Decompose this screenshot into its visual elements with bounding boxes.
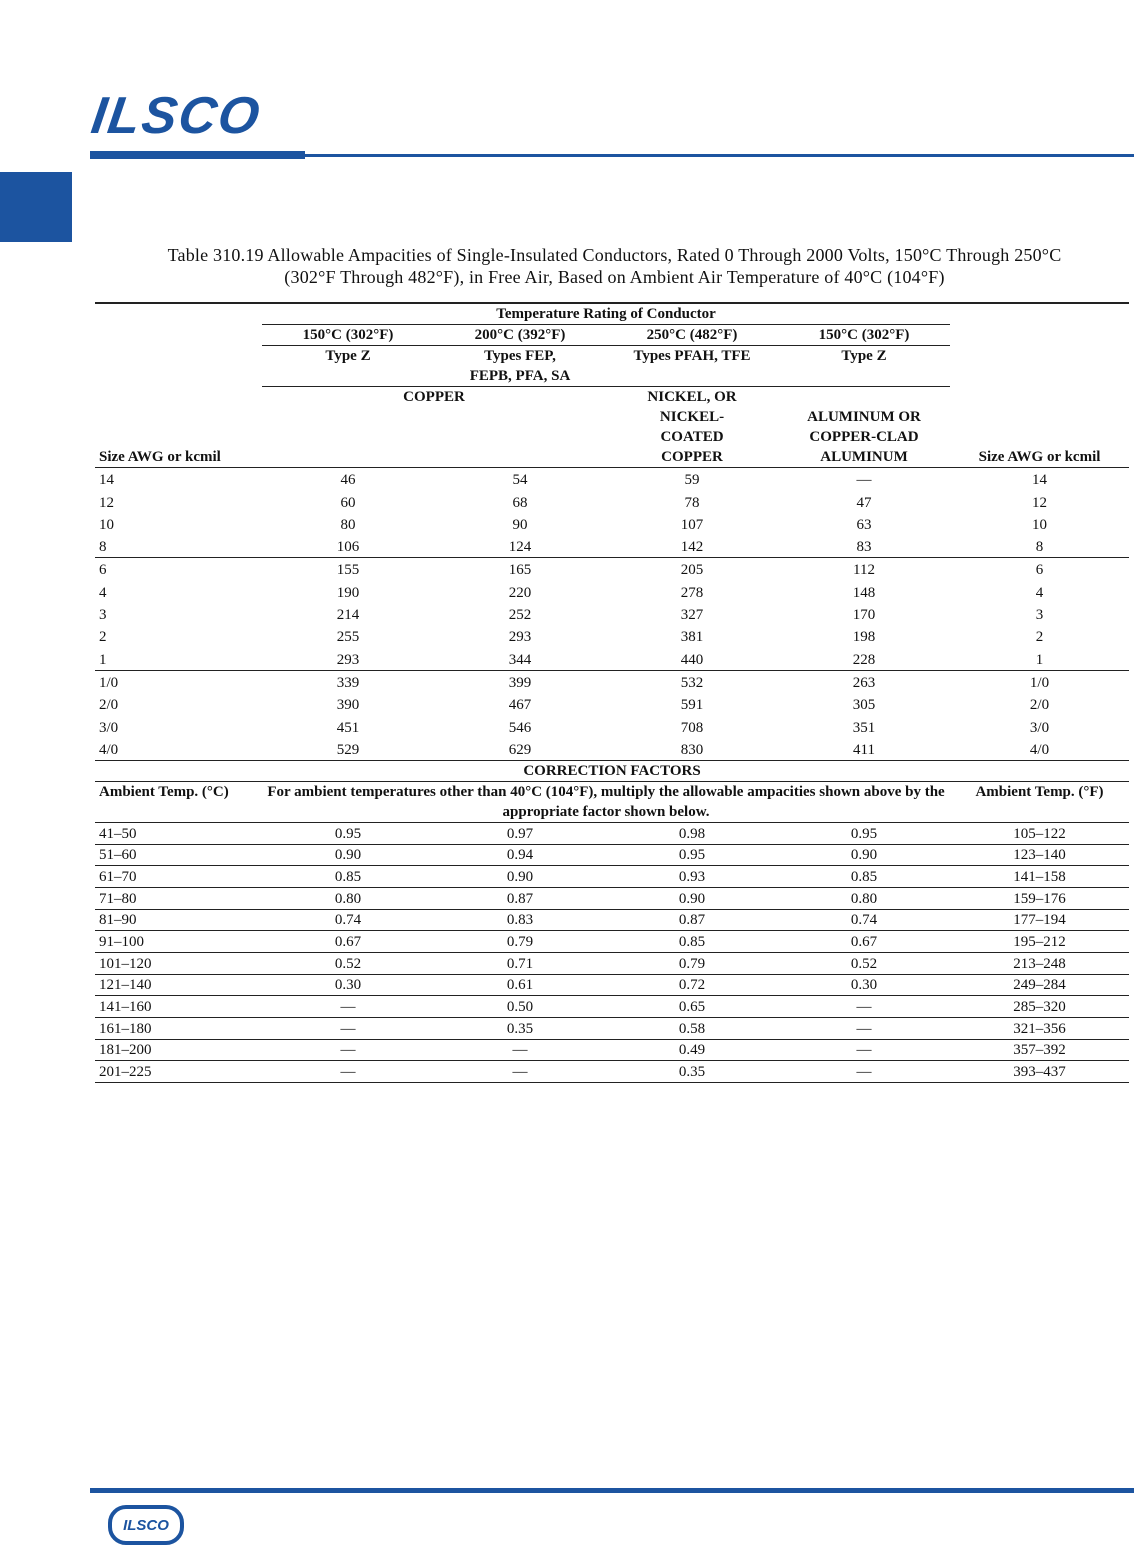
size-cell-right: 3 [1035, 607, 1044, 624]
table-row [95, 625, 1129, 647]
correction-note: For ambient temperatures other than 40°C (104°F), multiply the allowable ampacities shown above by the appropriate factor shown below. [262, 781, 950, 822]
table-row [95, 558, 1129, 581]
factor-cell: 0.35 [434, 1018, 606, 1040]
factor-cell: 0.85 [262, 866, 434, 888]
ambient-c-cell: 61–70 [95, 866, 262, 888]
ampacity-cell: 68 [512, 494, 528, 511]
ambient-f-cell: 177–194 [950, 909, 1129, 931]
correction-row [95, 931, 1129, 953]
correction-row [95, 866, 1129, 888]
ampacity-table-wrapper [95, 302, 1129, 1083]
ampacity-cell: 411 [778, 738, 950, 761]
size-cell-right: 10 [1032, 516, 1048, 533]
table-row [95, 647, 1129, 670]
ilsco-logo: ILSCO [87, 87, 265, 145]
ampacity-cell: 263 [852, 674, 876, 691]
ambient-c-cell: 91–100 [95, 931, 262, 953]
size-cell-right: 4/0 [950, 738, 1129, 761]
factor-cell: — [778, 1061, 950, 1083]
factor-cell: 0.67 [262, 931, 434, 953]
ambient-f-cell: 249–284 [950, 974, 1129, 996]
ampacity-cell: 142 [606, 535, 778, 558]
ambient-c-cell: 81–90 [95, 909, 262, 931]
factor-cell: — [262, 1039, 434, 1061]
size-label-right: Size AWG or kcmil [950, 387, 1129, 468]
ambient-c-cell: 101–120 [95, 952, 262, 974]
ambient-c-cell: 201–225 [95, 1061, 262, 1083]
correction-row [95, 822, 1129, 844]
table-row [95, 535, 1129, 558]
factor-cell: — [262, 1018, 434, 1040]
correction-row [95, 1061, 1129, 1083]
size-cell: 3 [99, 607, 107, 624]
correction-row [95, 1039, 1129, 1061]
ampacity-cell: 220 [508, 584, 532, 601]
factor-cell: 0.90 [778, 844, 950, 866]
size-cell: 4/0 [95, 738, 262, 761]
ampacity-cell: 467 [508, 697, 532, 714]
ambient-f-cell: 159–176 [950, 887, 1129, 909]
ampacity-cell: 830 [606, 738, 778, 761]
ampacity-cell: 390 [336, 697, 360, 714]
ambient-f-cell: 195–212 [950, 931, 1129, 953]
size-cell: 10 [99, 516, 114, 533]
ambient-c-cell: 121–140 [95, 974, 262, 996]
size-cell: 6 [99, 562, 107, 579]
ampacity-cell: — [856, 472, 872, 489]
factor-cell: 0.90 [434, 866, 606, 888]
factor-cell: 0.80 [262, 887, 434, 909]
ampacity-cell: 47 [856, 494, 872, 511]
size-cell: 1 [95, 647, 262, 670]
factor-cell: — [434, 1039, 606, 1061]
size-cell: 2/0 [99, 697, 119, 714]
ampacity-cell: 198 [852, 629, 876, 646]
factor-cell: 0.79 [606, 952, 778, 974]
ampacity-cell: 381 [680, 629, 704, 646]
factor-cell: 0.94 [434, 844, 606, 866]
size-cell-right: 3/0 [1029, 719, 1050, 736]
factor-cell: 0.83 [434, 909, 606, 931]
ampacity-cell: 440 [606, 647, 778, 670]
size-cell-right: 6 [1035, 562, 1044, 579]
factor-cell: — [778, 1039, 950, 1061]
ambient-c-cell: 41–50 [95, 822, 262, 844]
size-cell-right: 2 [1035, 629, 1044, 646]
factor-cell: 0.95 [606, 844, 778, 866]
type-col-1: Type Z [262, 346, 434, 387]
size-cell: 1/0 [99, 674, 119, 691]
correction-row [95, 996, 1129, 1018]
ampacity-cell: 339 [336, 674, 360, 691]
correction-row [95, 952, 1129, 974]
ampacity-cell: 148 [852, 584, 876, 601]
ambient-c-cell: 71–80 [95, 887, 262, 909]
material-aluminum: ALUMINUM OR COPPER-CLAD ALUMINUM [778, 387, 950, 468]
ampacity-cell: 708 [680, 719, 704, 736]
factor-cell: 0.35 [606, 1061, 778, 1083]
table-row [95, 693, 1129, 715]
header-rule-thin [305, 154, 1134, 157]
type-col-2: Types FEP, FEPB, PFA, SA [434, 346, 606, 387]
ampacity-cell: 228 [778, 647, 950, 670]
ampacity-cell: 46 [340, 472, 356, 489]
factor-cell: 0.52 [262, 952, 434, 974]
ambient-f-cell: 123–140 [950, 844, 1129, 866]
size-cell: 4 [99, 584, 107, 601]
size-cell: 12 [99, 494, 114, 511]
rating-col-3: 250°C (482°F) [606, 325, 778, 346]
size-cell-right: 4 [1035, 584, 1044, 601]
factor-cell: 0.85 [606, 931, 778, 953]
header-rule-thick [90, 151, 305, 159]
ambient-f-cell: 357–392 [950, 1039, 1129, 1061]
ampacity-table [95, 302, 1129, 1083]
size-label-left: Size AWG or kcmil [95, 387, 262, 468]
factor-cell: 0.90 [262, 844, 434, 866]
size-cell: 3/0 [99, 719, 119, 736]
factor-cell: 0.52 [778, 952, 950, 974]
correction-row [95, 844, 1129, 866]
table-row [95, 513, 1129, 535]
type-col-4: Type Z [778, 346, 950, 387]
type-col-3: Types PFAH, TFE [606, 346, 778, 387]
footer-rule [90, 1488, 1134, 1493]
ampacity-cell: 591 [680, 697, 704, 714]
ampacity-cell: 546 [508, 719, 532, 736]
factor-cell: 0.98 [606, 822, 778, 844]
ampacity-cell: 629 [434, 738, 606, 761]
table-row [95, 738, 1129, 761]
factor-cell: 0.65 [606, 996, 778, 1018]
ampacity-cell: 78 [684, 494, 700, 511]
factor-cell: 0.72 [606, 974, 778, 996]
table-row [95, 580, 1129, 602]
factor-cell: 0.71 [434, 952, 606, 974]
ampacity-cell: 190 [336, 584, 360, 601]
correction-row [95, 974, 1129, 996]
table-title-line1: Table 310.19 Allowable Ampacities of Single-Insulated Conductors, Rated 0 Through 2000 Volts, 150°C Through 250°C [167, 245, 1062, 265]
material-copper: COPPER [262, 387, 606, 468]
ampacity-cell: 59 [684, 472, 700, 489]
ampacity-cell: 165 [508, 562, 532, 579]
factor-cell: 0.58 [606, 1018, 778, 1040]
ambient-f-cell: 213–248 [950, 952, 1129, 974]
ampacity-cell: 90 [512, 516, 528, 533]
ampacity-cell: 351 [852, 719, 876, 736]
ampacity-cell: 327 [680, 607, 704, 624]
table-header [95, 303, 1129, 468]
ampacity-cell: 112 [853, 562, 875, 579]
size-cell-right: 8 [950, 535, 1129, 558]
factor-cell: 0.85 [778, 866, 950, 888]
ambient-f-cell: 393–437 [950, 1061, 1129, 1083]
table-row [95, 468, 1129, 491]
size-cell-right: 1 [950, 647, 1129, 670]
size-cell-right: 12 [1032, 494, 1048, 511]
correction-heading: CORRECTION FACTORS [95, 760, 1129, 781]
correction-row [95, 887, 1129, 909]
ampacity-cell: 63 [856, 516, 872, 533]
ampacity-cell: 293 [262, 647, 434, 670]
table-row [95, 490, 1129, 512]
factor-cell: 0.79 [434, 931, 606, 953]
ambient-f-cell: 285–320 [950, 996, 1129, 1018]
factor-cell: 0.95 [778, 822, 950, 844]
factor-cell: — [434, 1061, 606, 1083]
factor-cell: — [262, 1061, 434, 1083]
ampacity-cell: 529 [262, 738, 434, 761]
table-row [95, 715, 1129, 737]
factor-cell: 0.90 [606, 887, 778, 909]
factor-cell: 0.67 [778, 931, 950, 953]
ampacity-cell: 54 [512, 472, 528, 489]
rating-col-1: 150°C (302°F) [262, 325, 434, 346]
correction-body [95, 822, 1129, 1082]
table-row [95, 603, 1129, 625]
ampacity-cell: 344 [434, 647, 606, 670]
ambient-c-cell: 161–180 [95, 1018, 262, 1040]
size-cell: 14 [99, 472, 114, 489]
footer-logo-text: ILSCO [123, 1516, 169, 1534]
factor-cell: 0.50 [434, 996, 606, 1018]
ampacity-cell: 451 [336, 719, 360, 736]
ampacity-cell: 155 [336, 562, 360, 579]
ampacity-cell: 205 [680, 562, 704, 579]
factor-cell: 0.97 [434, 822, 606, 844]
ampacity-cell: 214 [336, 607, 360, 624]
ampacity-cell: 252 [508, 607, 532, 624]
ampacity-cell: 80 [340, 516, 356, 533]
ambient-f-cell: 105–122 [950, 822, 1129, 844]
ampacity-cell: 124 [434, 535, 606, 558]
factor-cell: 0.87 [606, 909, 778, 931]
factor-cell: 0.30 [778, 974, 950, 996]
footer-logo [108, 1505, 184, 1545]
ambient-c-label: Ambient Temp. (°C) [95, 781, 262, 822]
rating-col-4: 150°C (302°F) [778, 325, 950, 346]
rating-col-2: 200°C (392°F) [434, 325, 606, 346]
table-row [95, 670, 1129, 693]
size-cell: 8 [95, 535, 262, 558]
factor-cell: 0.61 [434, 974, 606, 996]
ampacity-cell: 399 [508, 674, 532, 691]
ambient-f-label: Ambient Temp. (°F) [950, 781, 1129, 822]
correction-row [95, 909, 1129, 931]
factor-cell: — [778, 996, 950, 1018]
ampacity-cell: 107 [680, 516, 704, 533]
correction-header [95, 760, 1129, 822]
table-title [95, 244, 1134, 288]
factor-cell: — [262, 996, 434, 1018]
size-cell-right: 1/0 [1029, 674, 1050, 691]
ampacity-cell: 255 [336, 629, 360, 646]
ambient-f-cell: 321–356 [950, 1018, 1129, 1040]
ampacity-cell: 170 [852, 607, 876, 624]
factor-cell: 0.80 [778, 887, 950, 909]
factor-cell: 0.87 [434, 887, 606, 909]
factor-cell: 0.74 [778, 909, 950, 931]
ambient-c-cell: 141–160 [95, 996, 262, 1018]
ambient-c-cell: 51–60 [95, 844, 262, 866]
correction-row [95, 1018, 1129, 1040]
ampacity-cell: 532 [680, 674, 704, 691]
material-nickel: NICKEL, OR NICKEL-COATED COPPER [606, 387, 778, 468]
ampacity-cell: 60 [340, 494, 356, 511]
ampacity-cell: 83 [778, 535, 950, 558]
ampacity-cell: 278 [680, 584, 704, 601]
size-cell: 2 [99, 629, 107, 646]
side-tab-marker [0, 172, 72, 242]
ambient-c-cell: 181–200 [95, 1039, 262, 1061]
ampacity-body [95, 468, 1129, 761]
ampacity-cell: 305 [852, 697, 876, 714]
ampacity-cell: 106 [262, 535, 434, 558]
factor-cell: — [778, 1018, 950, 1040]
factor-cell: 0.74 [262, 909, 434, 931]
temp-rating-heading: Temperature Rating of Conductor [262, 303, 950, 325]
size-cell-right: 14 [1032, 472, 1048, 489]
factor-cell: 0.95 [262, 822, 434, 844]
ampacity-cell: 293 [508, 629, 532, 646]
size-cell-right: 2/0 [1029, 697, 1050, 714]
factor-cell: 0.49 [606, 1039, 778, 1061]
ambient-f-cell: 141–158 [950, 866, 1129, 888]
factor-cell: 0.30 [262, 974, 434, 996]
factor-cell: 0.93 [606, 866, 778, 888]
table-title-line2: (302°F Through 482°F), in Free Air, Based on Ambient Air Temperature of 40°C (104°F) [284, 267, 945, 287]
